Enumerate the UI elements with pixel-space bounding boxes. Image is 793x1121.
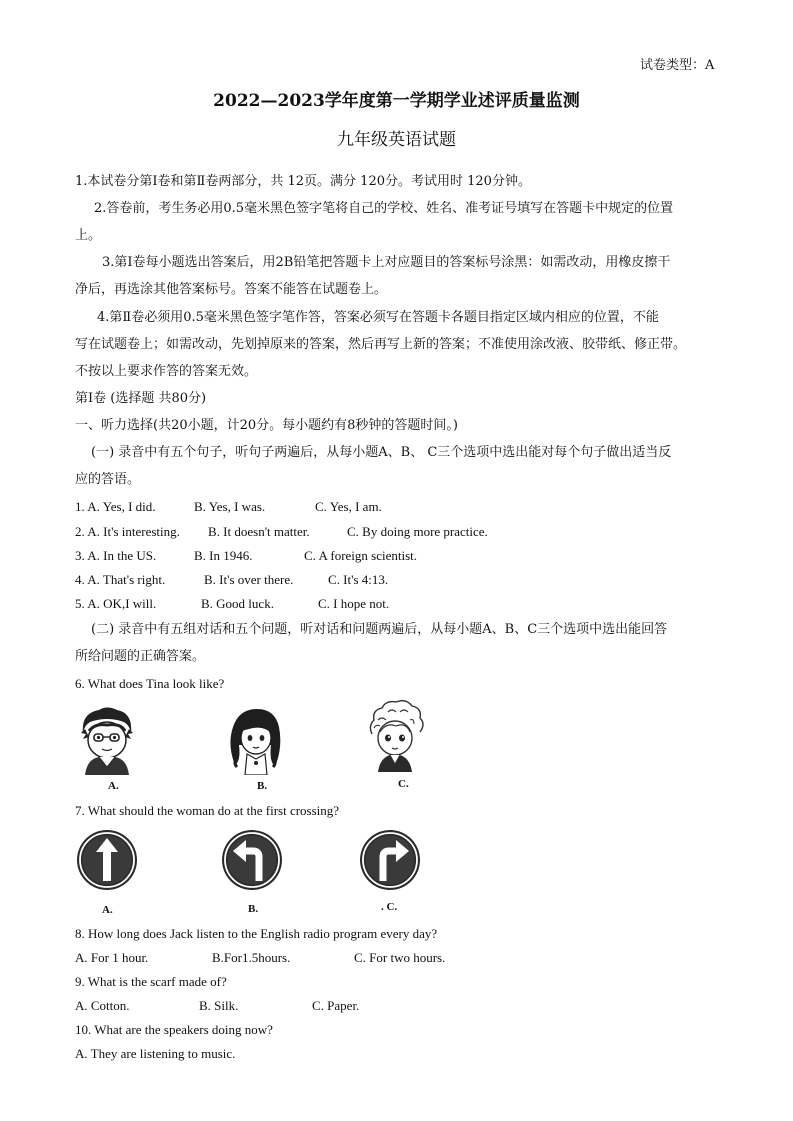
q5-option-a: 5. A. OK,I will. [75, 596, 157, 611]
q7-label-b: B. [248, 903, 259, 915]
q4-option-a: 4. A. That's right. [75, 572, 166, 587]
q5-option-b: B. Good luck. [201, 596, 274, 611]
subsection1-text: (一) 录音中有五个句子，听句子两遍后，从每小题A、B、 C三个选项中选出能对每个句子做出适当反 [91, 445, 672, 460]
straight-arrow-sign-icon [76, 829, 138, 891]
portrait-girl-icon [225, 705, 285, 775]
q1-option-c: C. Yes, I am. [315, 499, 382, 514]
q2-option-b: B. It doesn't matter. [208, 524, 310, 539]
q10-option-a: A. They are listening to music. [75, 1046, 236, 1061]
instruction-4-end: 不按以上要求作答的答案无效。 [75, 364, 258, 379]
q10-question: 10. What are the speakers doing now? [75, 1022, 273, 1037]
page-title: 2022—2023学年度第一学期学业述评质量监测 [213, 91, 580, 111]
part1-heading: 第Ⅰ卷 (选择题 共80分) [75, 391, 207, 406]
subsection2-text-cont: 所给问题的正确答案。 [75, 649, 206, 664]
q2-option-a: 2. A. It's interesting. [75, 524, 180, 539]
section1-heading: 一、听力选择(共20小题，计20分。每小题约有8秒钟的答题时间。) [75, 418, 458, 433]
q6-label-c: C. [398, 778, 409, 790]
paper-type: 试卷类型：A [640, 58, 715, 73]
q7-label-c: . C. [381, 901, 398, 913]
q6-question: 6. What does Tina look like? [75, 676, 225, 691]
q8-option-b: B.For1.5hours. [212, 950, 291, 965]
q8-option-a: A. For 1 hour. [75, 950, 149, 965]
q4-option-c: C. It's 4:13. [328, 572, 389, 587]
q8-question: 8. How long does Jack listen to the English radio program every day? [75, 926, 438, 941]
q3-option-a: 3. A. In the US. [75, 548, 157, 563]
q7-label-a: A. [102, 904, 113, 916]
portrait-boy-icon [77, 705, 137, 775]
q1-option-a: 1. A. Yes, I did. [75, 499, 156, 514]
q9-question: 9. What is the scarf made of? [75, 974, 227, 989]
subsection1-text-cont: 应的答语。 [75, 472, 141, 487]
instruction-3-cont: 净后，再选涂其他答案标号。答案不能答在试题卷上。 [75, 282, 388, 297]
portrait-curly-icon [364, 700, 426, 772]
q6-label-b: B. [257, 780, 268, 792]
q3-option-b: B. In 1946. [194, 548, 253, 563]
instruction-4-cont: 写在试题卷上；如需改动，先划掉原来的答案，然后再写上新的答案；不准使用涂改液、胶带纸、修正带。 [75, 337, 687, 352]
q1-option-b: B. Yes, I was. [194, 499, 266, 514]
q9-option-a: A. Cotton. [75, 998, 130, 1013]
instruction-3: 3.第Ⅰ卷每小题选出答案后，用2B铅笔把答题卡上对应题目的答案标号涂黑：如需改动，用橡皮擦干 [102, 255, 671, 270]
instruction-2-cont: 上。 [75, 228, 102, 243]
q9-option-c: C. Paper. [312, 998, 360, 1013]
turn-right-sign-icon [359, 829, 421, 891]
q7-question: 7. What should the woman do at the first crossing? [75, 803, 340, 818]
turn-left-sign-icon [221, 829, 283, 891]
instruction-4: 4.第Ⅱ卷必须用0.5毫米黑色签字笔作答，答案必须写在答题卡各题目指定区域内相应的位置，不能 [97, 310, 659, 325]
q5-option-c: C. I hope not. [318, 596, 390, 611]
q2-option-c: C. By doing more practice. [347, 524, 488, 539]
q3-option-c: C. A foreign scientist. [304, 548, 418, 563]
instruction-2: 2.答卷前，考生务必用0.5毫米黑色签字笔将自己的学校、姓名、准考证号填写在答题卡中规定的位置 [94, 201, 674, 216]
q9-option-b: B. Silk. [199, 998, 239, 1013]
page-subtitle: 九年级英语试题 [337, 130, 456, 150]
q4-option-b: B. It's over there. [204, 572, 294, 587]
subsection2-text: (二) 录音中有五组对话和五个问题，听对话和问题两遍后，从每小题A、B、C三个选项中选出能回答 [91, 622, 668, 637]
q8-option-c: C. For two hours. [354, 950, 446, 965]
instruction-1: 1.本试卷分第Ⅰ卷和第Ⅱ卷两部分，共 12页。满分 120分。考试用时 120分钟。 [75, 174, 531, 189]
q6-label-a: A. [108, 780, 119, 792]
